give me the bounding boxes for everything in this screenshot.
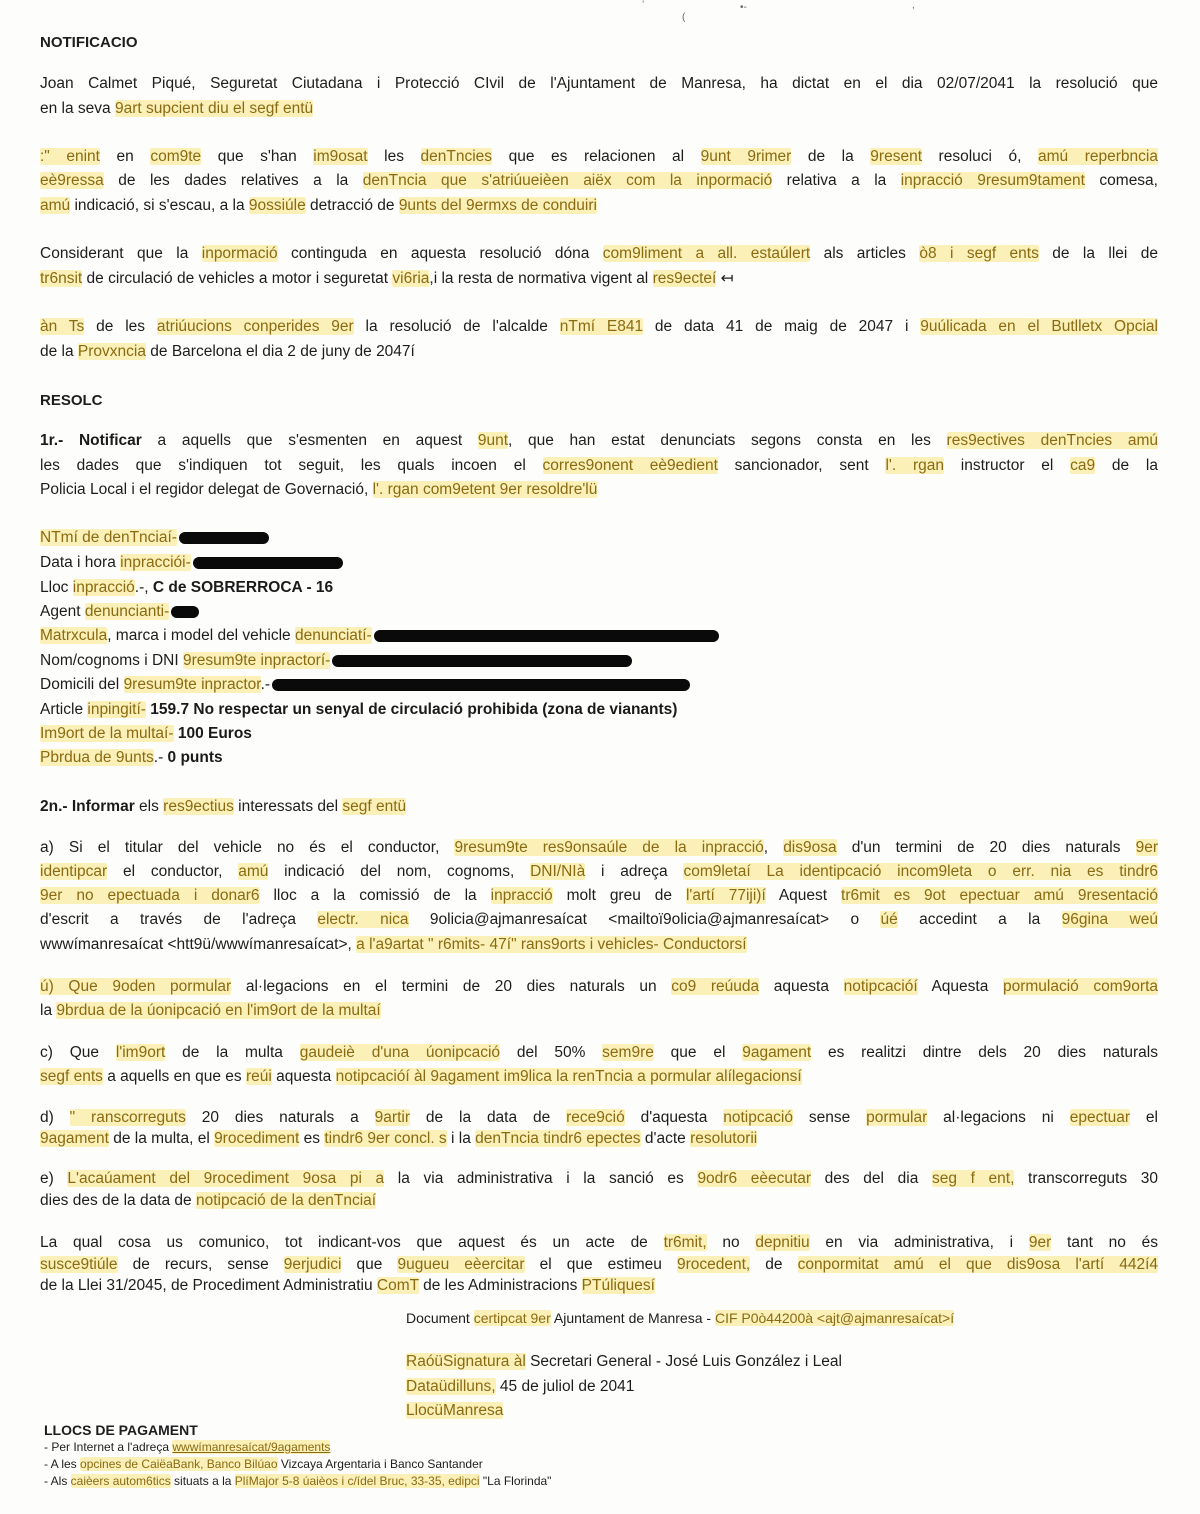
field-label-suffix: .- — [260, 676, 271, 693]
infraction-field-row — [40, 602, 1158, 622]
highlighted-text: úé — [880, 911, 898, 928]
text-run: indicació, si s'escau, a la — [70, 197, 249, 214]
text-run: des del dia — [811, 1170, 932, 1187]
text-run: 9olicia@ajmanresaícat <mailtoï9olicia@ajmanresaícat> o — [408, 911, 881, 928]
item-a-line-5 — [40, 935, 1158, 955]
highlighted-text: vi6ria — [392, 270, 430, 287]
text-run: al·legacions en el termini de 20 dies naturals un — [231, 978, 672, 995]
field-label-highlight: inpracciói- — [120, 554, 191, 571]
para1-line-1 — [40, 147, 1158, 167]
field-label-highlight: Matrxcula — [40, 627, 108, 644]
highlighted-text: com9te — [150, 148, 202, 165]
text-run: lloc a la comissió de la — [259, 887, 491, 904]
para1-line-3 — [40, 196, 1158, 216]
text-run: de la — [791, 148, 871, 165]
text-run: Ajuntament de Manresa - — [550, 1310, 715, 1326]
text-run: transcorreguts 30 — [1014, 1170, 1158, 1187]
infraction-field-row — [40, 700, 1158, 720]
highlighted-text: rece9ció — [566, 1109, 625, 1126]
signature-line-date — [406, 1377, 1006, 1397]
para2-line-2 — [40, 269, 1158, 289]
intro-line-1 — [40, 74, 1158, 94]
text-run: als articles — [810, 245, 920, 262]
highlighted-text: 9unt 9rimer — [700, 148, 792, 165]
text-run: continguda en aquesta resolució dóna — [277, 245, 603, 262]
text-run: de les — [84, 318, 157, 335]
text-run: ↤ — [716, 270, 734, 287]
item-a-line-2 — [40, 862, 1158, 882]
field-value: 0 punts — [163, 749, 223, 766]
redaction-mark — [272, 679, 690, 691]
closing-line-1 — [40, 1233, 1158, 1253]
highlighted-text: tr6mit, — [663, 1234, 707, 1251]
text-run: que — [341, 1256, 398, 1273]
highlighted-text: inpormació — [201, 245, 278, 262]
field-label-highlight: inpracció — [72, 579, 135, 596]
highlighted-text: nTmí E841 — [559, 318, 644, 335]
highlighted-text: 9er — [1028, 1234, 1052, 1251]
highlighted-text: tindr6 9er concl. s — [324, 1130, 447, 1147]
highlighted-text: pormulació com9orta — [1002, 978, 1159, 995]
highlighted-text: identipcar — [40, 863, 108, 880]
text-run: sancionador, sent — [717, 457, 886, 474]
infraction-field-row — [40, 651, 1158, 671]
field-label-highlight: 9resum9te inpractor — [123, 676, 261, 693]
highlighted-text: tr6mit es 9ot epectuar amú 9resentació — [841, 887, 1158, 904]
highlighted-text: 9agament — [40, 1130, 109, 1147]
item-e-line-2 — [40, 1191, 1158, 1211]
payment-line-banks — [44, 1456, 744, 1472]
highlighted-text: 9er no epectuada i donar6 — [40, 887, 260, 904]
highlighted-text: 9rocedent, — [676, 1256, 751, 1273]
item-a-line-3 — [40, 886, 1158, 906]
text-run: en — [99, 148, 151, 165]
text-run: Aquesta — [917, 978, 1003, 995]
text-run: de — [750, 1256, 798, 1273]
text-run: , que han estat denunciats segons consta en les — [508, 432, 947, 449]
highlighted-text: amú — [238, 863, 269, 880]
text-run: de la — [40, 343, 78, 360]
signature-line-place — [406, 1401, 1006, 1421]
highlighted-text: :" enint — [40, 148, 100, 165]
highlighted-text: corres9onent eè9edient — [542, 457, 718, 474]
redaction-mark — [171, 606, 199, 618]
item-a-line-1 — [40, 838, 1158, 858]
highlighted-text: 9art supcient diu el segf entü — [114, 100, 314, 117]
text-run: del 50% — [500, 1044, 603, 1061]
para2-line-1 — [40, 244, 1158, 264]
text-run: aquesta — [271, 1068, 336, 1085]
signature-line-reason — [406, 1352, 1006, 1372]
text-run: situats a la — [170, 1474, 235, 1488]
highlighted-text: dis9osa — [783, 839, 837, 856]
highlighted-text: 9unt — [477, 432, 508, 449]
highlighted-text: PTúliquesí — [581, 1277, 655, 1294]
highlighted-text: susce9tiúle — [40, 1256, 118, 1273]
text-run: interessats del — [233, 798, 343, 815]
field-value: 159.7 No respectar un senyal de circulació prohibida (zona de vianants) — [145, 701, 678, 718]
infraction-field-row — [40, 626, 1158, 646]
highlighted-text: " ranscorreguts — [69, 1109, 186, 1126]
text-run: instructor el — [943, 457, 1071, 474]
text-run: de la Llei 31/2045, de Procediment Administratiu — [40, 1277, 377, 1294]
item-a-line-4 — [40, 910, 1158, 930]
highlighted-text: depnitiu — [755, 1234, 810, 1251]
text-run: el — [1130, 1109, 1158, 1126]
text-run: que el — [653, 1044, 743, 1061]
text-run: tant no és — [1051, 1234, 1158, 1251]
highlighted-text: 9er — [1135, 839, 1158, 856]
highlighted-text: tr6nsit — [40, 270, 83, 287]
field-label-highlight: denuncianti- — [84, 603, 170, 620]
text-run: que s'han — [201, 148, 314, 165]
highlighted-text: certipcat 9er — [473, 1310, 551, 1326]
highlighted-text: notipcacióí — [843, 978, 918, 995]
text-run: 2n.- Informar — [40, 798, 135, 815]
field-label: Article — [40, 701, 88, 718]
highlighted-text: a l'a9artat " r6mits- 47í" rans9orts i vehicles- Conductorsí — [356, 936, 747, 953]
field-label-highlight: 9resum9te inpractorí- — [182, 652, 331, 669]
field-label: Data i hora — [40, 554, 121, 571]
text-run: Vizcaya Argentaria i Banco Santander — [277, 1457, 483, 1471]
item-c-line-1 — [40, 1043, 1158, 1063]
text-run: i la — [446, 1130, 476, 1147]
text-run: 45 de juliol de 2041 — [495, 1378, 635, 1395]
scan-speck: ( — [682, 12, 686, 23]
text-run: a aquells que s'esmenten en aquest — [141, 432, 478, 449]
certificate-line — [406, 1308, 1006, 1328]
scan-speck: •- — [740, 2, 747, 13]
highlighted-text: co9 reúuda — [671, 978, 760, 995]
item-d-line-1 — [40, 1108, 1158, 1128]
point1-line-1 — [40, 431, 1158, 451]
highlighted-text: segf ents — [40, 1068, 103, 1085]
text-run: de circulació de vehicles a motor i seguretat — [82, 270, 393, 287]
text-run: de Barcelona el dia 2 de juny de 2047í — [145, 343, 415, 360]
text-run: que es relacionen al — [492, 148, 701, 165]
text-run: - A les — [44, 1457, 81, 1471]
highlighted-text: 96gina weú — [1061, 911, 1158, 928]
text-run: no — [706, 1234, 756, 1251]
text-run: , — [763, 839, 784, 856]
highlighted-text: L'acaúament del 9rocediment 9osa pi a — [67, 1170, 385, 1187]
text-run: molt greu de — [552, 887, 686, 904]
infraction-field-row — [40, 553, 1158, 573]
infraction-field-row — [40, 748, 1158, 768]
text-run: detracció de — [305, 197, 399, 214]
text-run: el conductor, — [107, 863, 239, 880]
text-run: de la multa, el — [108, 1130, 215, 1147]
highlighted-text: atriúucions conperides 9er — [156, 318, 354, 335]
text-run: en via administrativa, i — [809, 1234, 1029, 1251]
highlighted-text: com9letaí La identipcació incom9leta o err. nia es tindr6 — [683, 863, 1158, 880]
highlighted-text: 9erjudici — [283, 1256, 342, 1273]
text-run: Document — [406, 1310, 474, 1326]
text-run: d'escrit a través de l'adreça — [40, 911, 318, 928]
highlighted-text: l'. rgan — [885, 457, 944, 474]
infraction-field-row — [40, 528, 1158, 548]
highlighted-text: notipcació de la denTnciaí — [195, 1192, 377, 1209]
text-run: les dades que s'indiquen tot seguit, les quals incoen el — [40, 457, 543, 474]
highlighted-text: 9odr6 eèecutar — [697, 1170, 812, 1187]
highlighted-text: 9ugueu eèercitar — [397, 1256, 525, 1273]
closing-line-3 — [40, 1276, 1158, 1296]
text-run: es — [299, 1130, 325, 1147]
highlighted-text: 9resum9te res9onsaúle de la inpracció — [454, 839, 764, 856]
text-run: al·legacions ni — [927, 1109, 1070, 1126]
text-run: dies des de la data de — [40, 1192, 196, 1209]
item-d-line-2 — [40, 1129, 1158, 1149]
highlighted-text: LlocüManresa — [406, 1402, 504, 1419]
highlighted-text: sem9re — [602, 1044, 654, 1061]
highlighted-text: reúi — [245, 1068, 272, 1085]
field-label-highlight: NTmí de denTnciaí- — [40, 529, 177, 546]
text-run: accedint a la — [897, 911, 1062, 928]
payment-line-internet — [44, 1439, 744, 1455]
point1-line-2 — [40, 456, 1158, 476]
item-e-line-1 — [40, 1169, 1158, 1189]
highlighted-text: epectuar — [1069, 1109, 1131, 1126]
text-run: d'un termini de 20 dies naturals — [836, 839, 1136, 856]
highlighted-text: 9brdua de la úonipcació en l'im9ort de la multaí — [56, 1002, 381, 1019]
text-run: Joan Calmet Piqué, Seguretat Ciutadana i Protecció CIvil de l'Ajuntament de Manresa, ha dictat en el dia 02/07/2041 la resolució que — [40, 75, 1158, 92]
highlighted-text: inpracció 9resum9tament — [900, 172, 1085, 189]
text-run: a aquells en que es — [102, 1068, 246, 1085]
payment-heading: LLOCS DE PAGAMENT — [44, 1422, 198, 1438]
highlighted-text[interactable]: wwwímanresaícat/9agaments — [172, 1440, 331, 1454]
text-run: la — [40, 1002, 57, 1019]
highlighted-text: eè9ressa — [40, 172, 104, 189]
highlighted-text: opcines de CaiëaBank, Banco Bilúao — [80, 1457, 278, 1471]
payment-line-atms — [44, 1473, 744, 1489]
item-b-line-2 — [40, 1001, 1158, 1021]
text-run: - Per Internet a l'adreça — [44, 1440, 173, 1454]
highlighted-text: amú — [40, 197, 71, 214]
highlighted-text: res9ectius — [163, 798, 234, 815]
redaction-mark — [179, 532, 269, 544]
highlighted-text: pormular — [866, 1109, 928, 1126]
highlighted-text: CIF P0ò44200à <ajt@ajmanresaícat>í — [714, 1310, 955, 1326]
infraction-field-row — [40, 724, 1158, 744]
scan-speck: ʼ — [642, 0, 645, 11]
text-run: aquesta — [759, 978, 844, 995]
text-run: d) — [40, 1109, 70, 1126]
text-run: Policia Local i el regidor delegat de Governació, — [40, 481, 373, 498]
text-run: de la multa — [165, 1044, 300, 1061]
text-run: "La Florinda" — [479, 1474, 552, 1488]
point2-heading — [40, 797, 1158, 817]
highlighted-text: 9uúlicada en el Butlletx Opcial — [920, 318, 1158, 335]
highlighted-text: Dataüdilluns, — [406, 1378, 496, 1395]
highlighted-text: ú) Que 9oden pormular — [40, 978, 232, 995]
text-run: de data 41 de maig de 2047 i — [643, 318, 921, 335]
text-run: c) Que — [40, 1044, 116, 1061]
highlighted-text: 9ossiúle — [248, 197, 306, 214]
text-run: a) Si el titular del vehicle no és el conductor, — [40, 839, 455, 856]
field-label-suffix: .-, — [134, 579, 153, 596]
highlighted-text: inpracció — [490, 887, 553, 904]
para3-line-2 — [40, 342, 1158, 362]
text-run: en la seva — [40, 100, 115, 117]
point1-line-3 — [40, 480, 1158, 500]
field-label-highlight: Pbrdua de 9unts — [40, 749, 154, 766]
highlighted-text: res9ecteí — [652, 270, 717, 287]
highlighted-text: 9artir — [374, 1109, 410, 1126]
text-run: ,i la resta de normativa vigent al — [429, 270, 653, 287]
field-value: 100 Euros — [173, 725, 252, 742]
text-run: la resolució de l'alcalde — [353, 318, 560, 335]
text-run: - Als — [44, 1474, 71, 1488]
text-run: la via administrativa i la sanció es — [384, 1170, 698, 1187]
scan-speck: , — [912, 0, 915, 11]
text-run: els — [134, 798, 164, 815]
highlighted-text: res9ectives denTncies amú — [946, 432, 1158, 449]
field-label: Domicili del — [40, 676, 124, 693]
text-run: Considerant que la — [40, 245, 202, 262]
item-b-line-1 — [40, 977, 1158, 997]
highlighted-text: caièers autom6tics — [70, 1474, 171, 1488]
highlighted-text: notipcacióí àl 9agament im9lica la renTncia a pormular alílegacionsí — [335, 1068, 802, 1085]
closing-line-2 — [40, 1255, 1158, 1275]
field-value: C de SOBRERROCA - 16 — [152, 579, 334, 596]
highlighted-text: segf entü — [342, 798, 407, 815]
text-run: de la data de — [410, 1109, 567, 1126]
text-run: el que estimeu — [524, 1256, 677, 1273]
highlighted-text: PlíMajor 5-8 úaièos i c/ídel Bruc, 33-35, edipci — [234, 1474, 480, 1488]
highlighted-text: RaóüSignatura àl — [406, 1353, 526, 1370]
highlighted-text: 9rocediment — [214, 1130, 300, 1147]
para3-line-1 — [40, 317, 1158, 337]
highlighted-text: ComT — [376, 1277, 419, 1294]
highlighted-text: amú reperbncia — [1038, 148, 1158, 165]
text-run: relativa a la — [772, 172, 901, 189]
redaction-mark — [193, 557, 343, 569]
highlighted-text: denTncies — [420, 148, 493, 165]
highlighted-text: l'im9ort — [115, 1044, 166, 1061]
field-label-suffix: .- — [153, 749, 164, 766]
text-run: 1r.- Notificar — [40, 432, 142, 449]
field-label: , marca i model del vehicle — [107, 627, 295, 644]
highlighted-text: im9osat — [313, 148, 368, 165]
highlighted-text: resolutorii — [690, 1130, 758, 1147]
field-label: Lloc — [40, 579, 73, 596]
highlighted-text: ca9 — [1070, 457, 1096, 474]
text-run: d'acte — [640, 1130, 691, 1147]
text-run: es realitzi dintre dels 20 dies naturals — [811, 1044, 1158, 1061]
text-run: 20 dies naturals a — [185, 1109, 375, 1126]
highlighted-text: l'artí 77iji)í — [685, 887, 766, 904]
text-run: i adreça — [585, 863, 684, 880]
redaction-mark — [332, 655, 632, 667]
highlighted-text: electr. nica — [317, 911, 409, 928]
text-run: e) — [40, 1170, 68, 1187]
highlighted-text: 9unts del 9ermxs de conduiri — [398, 197, 597, 214]
text-run: d'aquesta — [624, 1109, 724, 1126]
text-run: La qual cosa us comunico, tot indicant-vos que aquest és un acte de — [40, 1234, 664, 1251]
highlighted-text: notipcació — [723, 1109, 793, 1126]
text-run: comesa, — [1084, 172, 1158, 189]
resolc-heading: RESOLC — [40, 392, 103, 409]
highlighted-text: 9agament — [742, 1044, 812, 1061]
text-run: indicació del nom, cognoms, — [268, 863, 531, 880]
para1-line-2 — [40, 171, 1158, 191]
text-run: de la llei de — [1038, 245, 1158, 262]
text-run: les — [367, 148, 421, 165]
field-label-highlight: Im9ort de la multaí- — [40, 725, 174, 742]
highlighted-text: denTncia que s'atriúueièen aiëx com la inpormació — [362, 172, 773, 189]
text-run: de la — [1095, 457, 1158, 474]
text-run: de recurs, sense — [117, 1256, 284, 1273]
highlighted-text: DNI/NIà — [530, 863, 586, 880]
field-label: Agent — [40, 603, 85, 620]
redaction-mark — [374, 630, 719, 642]
highlighted-text: àn Ts — [40, 318, 85, 335]
document-title: NOTIFICACIO — [40, 34, 138, 51]
text-run: sense — [793, 1109, 867, 1126]
text-run: de les dades relatives a la — [103, 172, 363, 189]
highlighted-text: conpormitat amú el que dis9osa l'artí 442í4 — [797, 1256, 1158, 1273]
highlighted-text: l'. rgan com9etent 9er resoldre'lü — [372, 481, 598, 498]
highlighted-text: ò8 i segf ents — [919, 245, 1039, 262]
highlighted-text: gaudeiè d'una úonipcació — [299, 1044, 501, 1061]
highlighted-text: seg f ent, — [931, 1170, 1015, 1187]
intro-line-2 — [40, 99, 1158, 119]
text-run: wwwímanresaícat <htt9ü/wwwímanresaícat>, — [40, 936, 357, 953]
highlighted-text: Provxncia — [77, 343, 146, 360]
infraction-field-row — [40, 675, 1158, 695]
text-run: resoluci ó, — [922, 148, 1039, 165]
field-label-highlight: inpingití- — [87, 701, 146, 718]
text-run: Secretari General - José Luis González i Leal — [525, 1353, 842, 1370]
field-label-highlight: denunciatí- — [295, 627, 372, 644]
text-run: Aquest — [765, 887, 842, 904]
highlighted-text: com9liment a all. estaúlert — [602, 245, 811, 262]
infraction-field-row — [40, 578, 1158, 598]
item-c-line-2 — [40, 1067, 1158, 1087]
highlighted-text: denTncia tindr6 epectes — [475, 1130, 641, 1147]
field-label: Nom/cognoms i DNI — [40, 652, 183, 669]
highlighted-text: 9resent — [870, 148, 922, 165]
text-run: de les Administracions — [418, 1277, 582, 1294]
